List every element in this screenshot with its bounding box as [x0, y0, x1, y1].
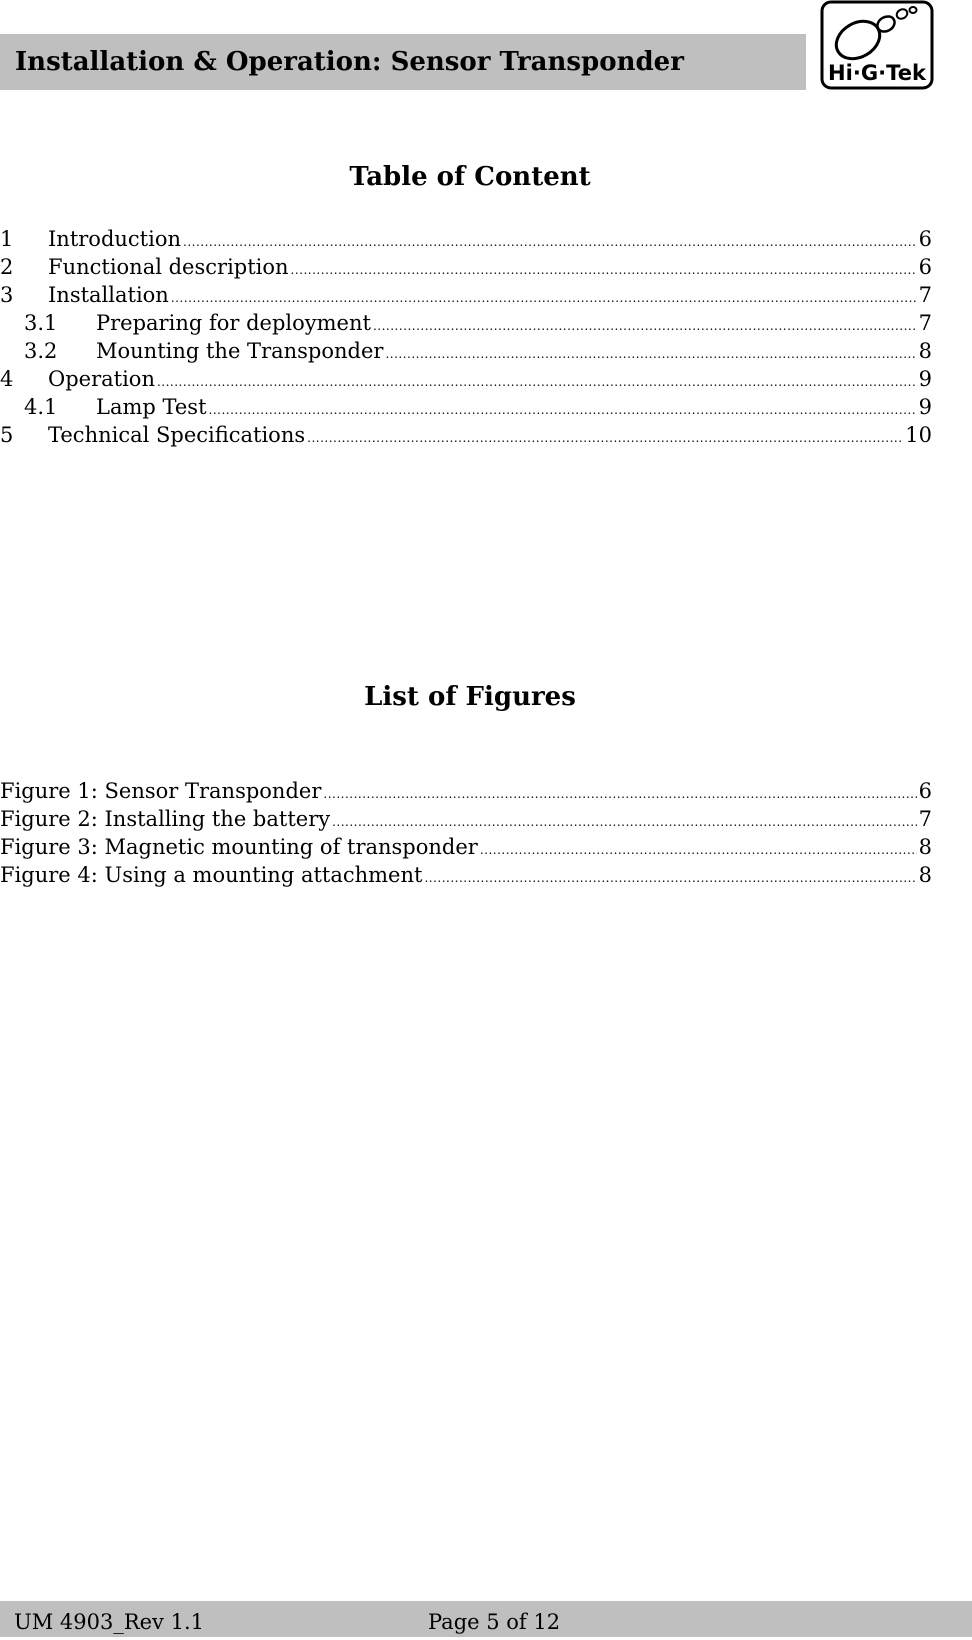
entry-page-number: 10 — [905, 423, 932, 447]
toc-entry[interactable] — [0, 421, 972, 450]
entry-page-number: 8 — [918, 863, 932, 887]
footer-bar — [0, 1601, 972, 1637]
toc-entry[interactable] — [0, 253, 972, 282]
figure-entry[interactable] — [0, 777, 972, 806]
dot-leader — [307, 424, 903, 453]
entry-page-number: 7 — [918, 283, 932, 307]
toc-heading: Table of Content — [349, 162, 591, 192]
header-bar — [0, 34, 806, 90]
toc-entry[interactable] — [0, 365, 972, 394]
entry-page-number: 8 — [918, 835, 932, 859]
figure-entry[interactable] — [0, 861, 972, 890]
entry-page-number: 9 — [918, 367, 932, 391]
entry-page-number: 6 — [918, 255, 932, 279]
entry-label: Technical Specifications — [48, 423, 306, 447]
toc-entry[interactable] — [0, 281, 972, 310]
entry-number: 3 — [0, 283, 14, 307]
document-title: Installation & Operation: Sensor Transponder — [15, 47, 684, 77]
entry-page-number: 9 — [918, 395, 932, 419]
entry-label: Lamp Test — [96, 395, 207, 419]
entry-label: Figure 3: Magnetic mounting of transponder — [0, 835, 478, 859]
entry-page-number: 6 — [918, 227, 932, 251]
entry-label: Figure 2: Installing the battery — [0, 807, 331, 831]
entry-page-number: 7 — [918, 311, 932, 335]
toc-entry[interactable] — [0, 337, 972, 366]
figure-entry[interactable] — [0, 833, 972, 862]
logo-text: Hi·G·Tek — [828, 61, 928, 85]
entry-label: Mounting the Transponder — [96, 339, 384, 363]
toc-entry[interactable] — [0, 309, 972, 338]
entry-label: Functional description — [48, 255, 289, 279]
entry-label: Operation — [48, 367, 155, 391]
entry-page-number: 7 — [918, 807, 932, 831]
entry-number: 4.1 — [24, 395, 58, 419]
dot-leader — [424, 864, 916, 893]
entry-number: 2 — [0, 255, 14, 279]
entry-number: 3.1 — [24, 311, 58, 335]
page-number: Page 5 of 12 — [428, 1610, 561, 1634]
entry-page-number: 6 — [918, 779, 932, 803]
entry-page-number: 8 — [918, 339, 932, 363]
entry-number: 5 — [0, 423, 14, 447]
entry-label: Introduction — [48, 227, 181, 251]
entry-label: Installation — [48, 283, 169, 307]
entry-number: 1 — [0, 227, 14, 251]
entry-label: Figure 4: Using a mounting attachment — [0, 863, 423, 887]
toc-entry[interactable] — [0, 393, 972, 422]
entry-number: 3.2 — [24, 339, 58, 363]
entry-label: Preparing for deployment — [96, 311, 371, 335]
figures-heading: List of Figures — [364, 682, 576, 712]
hi-g-tek-logo — [820, 0, 938, 92]
figure-entry[interactable] — [0, 805, 972, 834]
entry-number: 4 — [0, 367, 14, 391]
entry-label: Figure 1: Sensor Transponder — [0, 779, 322, 803]
document-id: UM 4903_Rev 1.1 — [14, 1610, 204, 1634]
toc-entry[interactable] — [0, 225, 972, 254]
